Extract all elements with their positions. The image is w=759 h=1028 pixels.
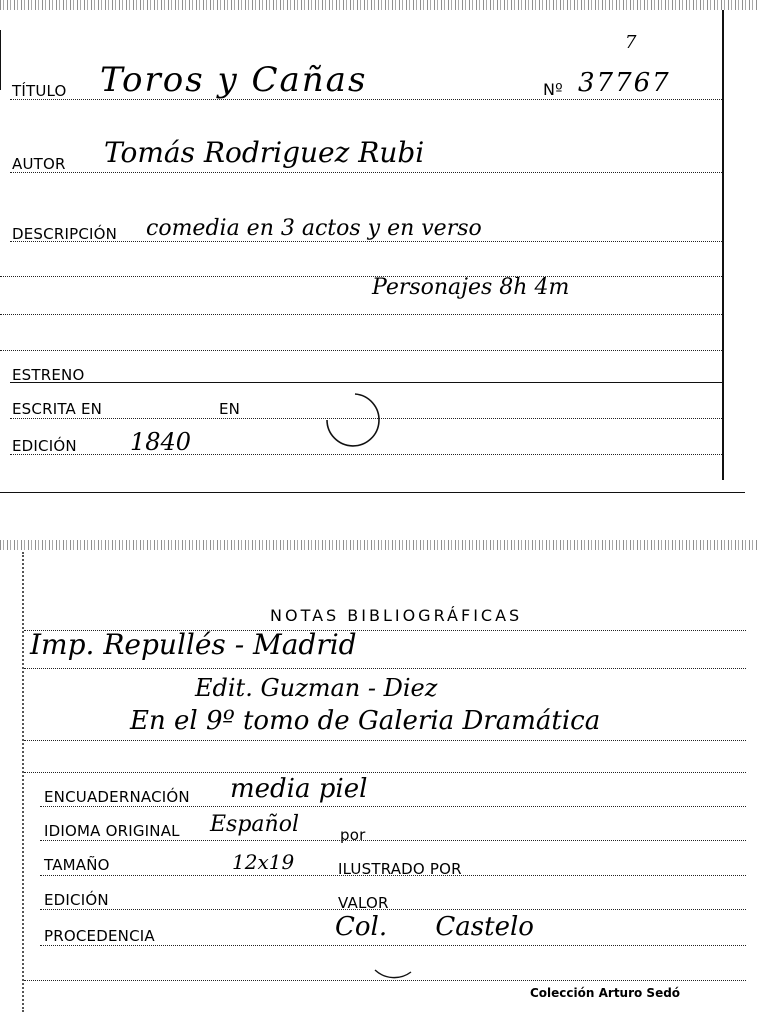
catalog-card-top	[0, 0, 759, 494]
note-3: En el 9º tomo de Galeria Dramática	[130, 706, 601, 736]
punch-hole-icon	[315, 385, 390, 455]
line-titulo	[10, 99, 722, 100]
autor-value: Tomás Rodriguez Rubi	[104, 136, 425, 169]
line-encuadernacion	[40, 806, 746, 807]
card-top-bottom-edge	[0, 492, 745, 493]
number-label: Nº	[543, 80, 563, 99]
card-right-border	[722, 10, 724, 480]
edicion-value: 1840	[130, 428, 192, 456]
number-value: 37767	[578, 68, 671, 98]
por-label: por	[340, 826, 366, 844]
idioma-label: IDIOMA ORIGINAL	[44, 822, 180, 840]
autor-label: AUTOR	[12, 155, 66, 173]
line-extra-2	[0, 314, 722, 315]
line-notes-4	[24, 772, 746, 773]
edicion-label: EDICIÓN	[12, 437, 77, 455]
note-2: Edit. Guzman - Diez	[195, 674, 438, 702]
titulo-label: TÍTULO	[12, 82, 67, 100]
collection-footer: Colección Arturo Sedó	[530, 986, 681, 1000]
line-notes-3	[24, 740, 746, 741]
line-tamano	[40, 875, 746, 876]
card-top-edge-texture	[0, 0, 759, 10]
corner-mark: 7	[625, 32, 637, 53]
procedencia-label: PROCEDENCIA	[44, 927, 155, 945]
descripcion-label: DESCRIPCIÓN	[12, 225, 118, 243]
ilustrado-label: ILUSTRADO POR	[338, 860, 462, 878]
line-extra-1	[0, 276, 722, 277]
tamano-value: 12x19	[232, 850, 295, 874]
line-footer	[24, 980, 746, 981]
personajes-value: Personajes 8h 4m	[372, 275, 570, 300]
card-bottom-edge-texture	[0, 540, 759, 550]
procedencia-value: Col. Castelo	[335, 912, 534, 942]
card-left-border	[0, 30, 1, 90]
descripcion-value: comedia en 3 actos y en verso	[146, 216, 482, 241]
en-label: EN	[219, 400, 241, 418]
edicion-label: EDICIÓN	[44, 891, 109, 909]
escrita-label: ESCRITA EN	[12, 400, 103, 418]
line-autor	[10, 172, 722, 173]
catalog-card-bottom	[0, 540, 759, 1028]
punch-hole-icon	[365, 910, 425, 980]
line-descripcion	[10, 241, 722, 242]
valor-label: VALOR	[338, 894, 389, 912]
card-left-border	[22, 552, 24, 1012]
note-1: Imp. Repullés - Madrid	[30, 628, 357, 661]
line-idioma	[40, 840, 746, 841]
estreno-label: ESTRENO	[12, 366, 85, 384]
encuadernacion-value: media piel	[230, 774, 368, 804]
tamano-label: TAMAÑO	[44, 856, 110, 874]
notas-heading: NOTAS BIBLIOGRÁFICAS	[270, 606, 523, 625]
idioma-value: Español	[210, 812, 299, 837]
encuadernacion-label: ENCUADERNACIÓN	[44, 788, 190, 806]
titulo-value: Toros y Cañas	[100, 60, 368, 100]
line-estreno	[10, 382, 722, 383]
line-extra-3	[0, 350, 722, 351]
line-notes-2	[24, 668, 746, 669]
